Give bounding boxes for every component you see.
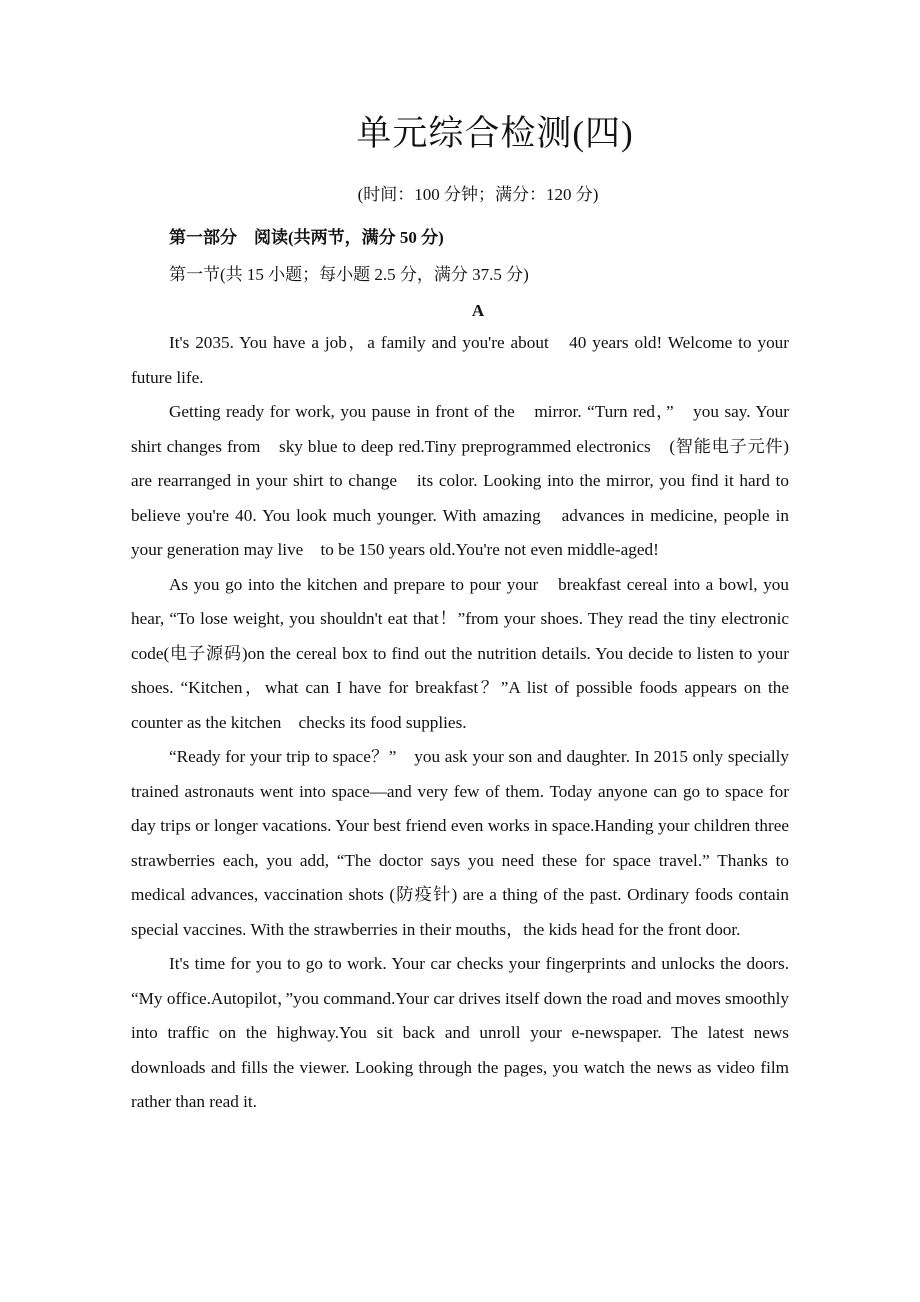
passage-paragraph: As you go into the kitchen and prepare to pour your breakfast cereal into a bowl, you hear, “To lose weight, you shouldn't eat that！”from your shoes. They read the tiny electronic code(电子源码)on the cereal box to find out the nutrition details. You decide to listen to your shoes. “Kitchen，what can I have for breakfast？”A list of possible foods appears on the counter as the kitchen checks its food supplies. bbox=[131, 574, 807, 732]
section-heading: 第一节(共 15 小题；每小题 2.5 分，满分 37.5 分) bbox=[169, 265, 529, 284]
exam-time-and-score: (时间：100 分钟；满分：120 分) bbox=[357, 185, 599, 204]
passage-paragraph: “Ready for your trip to space？” you ask your son and daughter. In 2015 only specially trained astronauts went into space—and very few of them. Today anyone can go to space for day trips or longer vacations. Your best friend even works in space.Handing your children three strawberries each, you add, “The doctor says you need these for space travel.” Thanks to medical advances, vaccination shots (防疫针) are a thing of the past. Ordinary foods contain special vaccines. With the strawberries in their mouths，the kids head for the front door. bbox=[131, 747, 789, 939]
page-title: 单元综合检测(四) bbox=[356, 114, 634, 153]
passage-label: A bbox=[471, 301, 485, 320]
passage-paragraph: It's 2035. You have a job，a family and you're about 40 years old! Welcome to your future life. bbox=[131, 333, 789, 387]
passage-paragraph: Getting ready for work, you pause in front of the mirror. “Turn red，” you say. Your shirt changes from sky blue to deep red.Tiny preprogrammed electronics (智能电子元件) are rearranged in your shirt to change its color. Looking into the mirror, you find it hard to believe you're 40. You look much younger. With amazing advances in medicine, people in your generation may live to be 150 years old.You're not even middle-aged! bbox=[131, 402, 807, 559]
part-heading: 第一部分 阅读(共两节，满分 50 分) bbox=[169, 228, 444, 247]
passage-paragraph: It's time for you to go to work. Your car checks your fingerprints and unlocks the doors. “My office.Autopilot，”you command.Your car drives itself down the road and moves smoothly into traffic on the highway.You sit back and unroll your e-newspaper. The latest news downloads and fills the viewer. Looking through the pages, you watch the news as video film rather than read it. bbox=[131, 954, 789, 1111]
passage-body bbox=[131, 326, 807, 1120]
